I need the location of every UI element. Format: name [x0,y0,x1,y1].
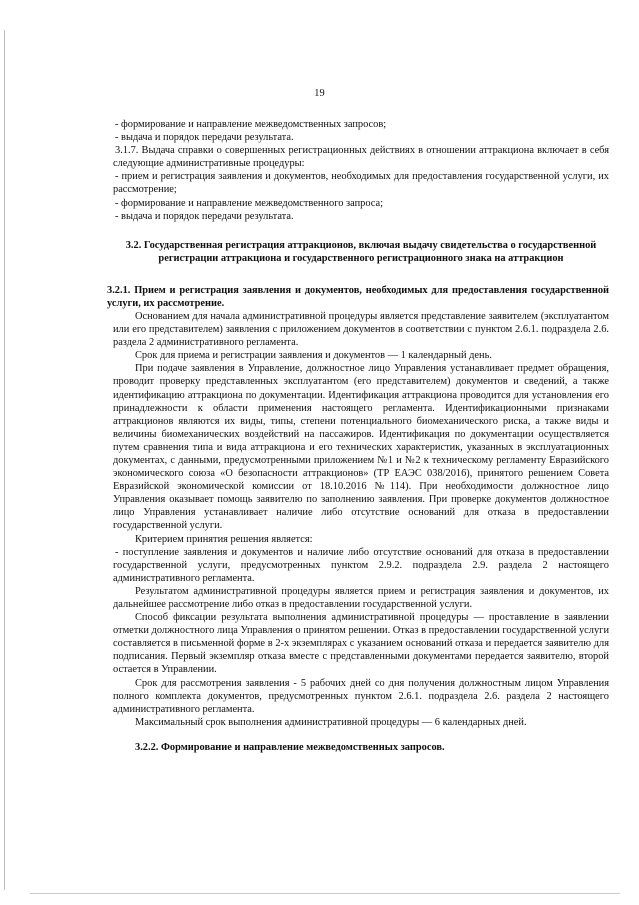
list-item: - выдача и порядок передачи результата. [115,132,294,144]
paragraph: Результатом административной процедуры является прием и регистрация заявления и документов, их дальнейшее рассмотрение либо отказ в предоставлении государственной услуги. [113,585,609,610]
page-bottom-edge [30,893,620,894]
subsection-heading-321: 3.2.1. Прием и регистрация заявления и документов, необходимых для предоставления государственной услуги, их рассмотрение. [107,284,609,309]
section-heading: 3.2. Государственная регистрация аттракционов, включая выдачу свидетельства о государственной регистрации аттракциона и государственного регистрационного знака на аттракцион [125,239,597,265]
paragraph: Критерием принятия решения является: [135,533,313,545]
paragraph: Срок для рассмотрения заявления - 5 рабочих дней со дня получения должностным лицом Управления полного комплекта документов, предусмотренных пунктом 2.6.1. подраздела 2.6. раздела 2 настоящего административного регламента. [113,677,609,715]
criterion-item: - поступление заявления и документов и наличие либо отсутствие оснований для отказа в предоставлении государственной услуги, предусмотренных пунктом 2.9.2. подраздела 2.9. раздела 2 настоящего административного регламента. [113,546,609,584]
paragraph: Максимальный срок выполнения административной процедуры — 6 календарных дней. [135,716,527,728]
document-body [107,118,609,754]
page-number: 19 [314,88,325,99]
list-item: - прием и регистрация заявления и документов, необходимых для предоставления государственной услуги, их рассмотрение; [113,171,609,196]
paragraph: Срок для приема и регистрации заявления и документов — 1 календарный день. [135,350,492,362]
list-item: - формирование и направление межведомственных запросов; [115,119,387,130]
paragraph: Способ фиксации результата выполнения административной процедуры — проставление в заявлении отметки должностного лица Управления о принятом решении. Отказ в предоставлении государственной услуги составляется в письменной форме в 2-х экземплярах с указанием оснований отказа и передается заявителю для подписания. Первый экземпляр отказа вместе с представленными документами передается заявителю, второй остается в Управлении. [113,612,609,676]
spacer [113,729,609,741]
paragraph-317: 3.1.7. Выдача справки о совершенных регистрационных действиях в отношении аттракциона включает в себя следующие административные процедуры: [113,145,609,170]
list-item: - формирование и направление межведомственного запроса; [115,197,384,209]
scan-edge-line [4,30,5,890]
paragraph: При подаче заявления в Управление, должностное лицо Управления устанавливает предмет обращения, проводит проверку представленных эксплуатантом (его представителем) документов и сведений, а также идентификацию аттракциона по документации. Идентификация аттракциона проводится для установления его принадлежности к области применения настоящего регламента. Идентификационными признаками аттракционов являются их виды, типы, степени потенциального биомеханического риска, а также виды и величины биомеханических воздействий на пассажиров. Идентификация по документации осуществляется путем сравнения типа и вида аттракциона и его технических характеристик, указанных в эксплуатационных документах, с данными, предусмотренными приложением №1 и №2 к техническому регламенту Евразийского экономического союза «О безопасности аттракционов» (ТР ЕАЭС 038/2016), принятого решением Совета Евразийской экономической комиссии от 18.10.2016 №114). При необходимости должностное лицо Управления оказывает помощь заявителю по заполнению заявления. При проверке документов должностное лицо Управления устанавливает наличие либо отсутствие оснований для отказа в предоставлении государственной услуги. [113,363,609,532]
subsection-heading-322: 3.2.2. Формирование и направление межведомственных запросов. [135,741,445,753]
paragraph: Основанием для начала административной процедуры является представление заявителем (эксплуатантом или его представителем) заявления с приложением документов в соответствии с пунктом 2.6.1. подраздела 2.6. раздела 2 административного регламента. [113,310,609,349]
list-item: - выдача и порядок передачи результата. [115,210,294,222]
